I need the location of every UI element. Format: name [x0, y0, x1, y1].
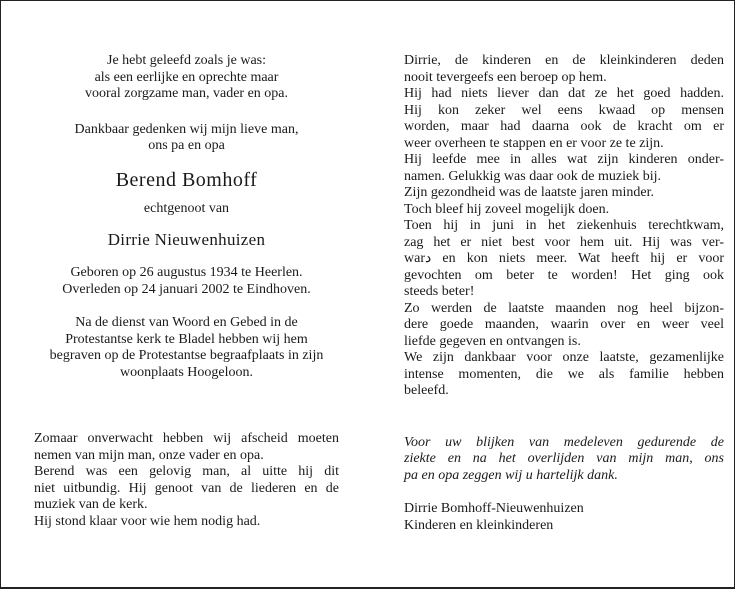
right-column: [404, 53, 724, 534]
deceased-name: Berend Bomhoff: [115, 168, 258, 191]
burial-line: woonplaats Hoogeloon.: [120, 364, 253, 380]
burial-text: [34, 315, 339, 381]
poem-line: vooral zorgzame man, vader en opa.: [84, 86, 289, 101]
poem: [34, 53, 339, 103]
thanks-line: Voor uw blijken van medeleven gedurende de: [404, 434, 724, 450]
burial-line: begraven op de Protestantse begraafplaats in zijn: [49, 348, 324, 363]
story-line: zag het er niet best voor hem uit. Hij was ver-: [404, 234, 724, 250]
story-line: Zomaar onverwacht hebben wij afscheid moeten: [34, 431, 339, 446]
gratitude-line: Dankbaar gedenken wij mijn lieve man,: [74, 121, 299, 137]
burial-line: Protestantse kerk te Bladel hebben wij hem: [65, 331, 308, 347]
birth-date: Geboren op 26 augustus 1934 te Heerlen.: [70, 265, 303, 280]
story-line: Toch bleef hij zoveel mogelijk doen.: [404, 201, 610, 217]
story-line: dere goede maanden, waarin over en weer veel: [404, 317, 724, 332]
burial-line: Na de dienst van Woord en Gebed in de: [75, 315, 298, 330]
death-date: Overleden op 24 januari 2002 te Eindhoven.: [62, 281, 311, 297]
story-line: intense momenten, die we als familie hebben: [404, 366, 724, 382]
story-line: worden, maar had daarna ook de kracht om er: [404, 119, 724, 134]
gratitude-line: ons pa en opa: [148, 138, 225, 153]
life-dates: [34, 265, 339, 298]
poem-line: als een eerlijke en oprechte maar: [94, 69, 279, 85]
left-column: [34, 53, 339, 530]
story-line: muziek van de kerk.: [34, 497, 148, 512]
signature: [404, 501, 724, 534]
story-line: We zijn dankbaar voor onze laatste, gezamenlijke: [404, 350, 724, 365]
signature-line: Kinderen en kleinkinderen: [404, 517, 554, 533]
story-line: weer overheen te stappen en er voor ze te zijn.: [404, 135, 664, 151]
story-right: [404, 53, 724, 400]
spouse-name: Dirrie Nieuwenhuizen: [107, 230, 266, 249]
story-line: Berend was een gelovig man, al uitte hij dit: [34, 464, 339, 479]
story-line: Zo werden de laatste maanden nog heel bijzon-: [404, 300, 724, 316]
thanks-line: pa en opa zeggen wij u hartelijk dank.: [404, 467, 618, 483]
story-line: steeds beter!: [404, 284, 475, 299]
thanks-line: ziekte en na het overlijden van mijn man, ons: [404, 451, 724, 466]
story-line: Hij stond klaar voor wie hem nodig had.: [34, 513, 261, 529]
story-left: [34, 431, 339, 530]
story-line: liefde gegeven en ontvangen is.: [404, 333, 581, 349]
story-line: gevochten om beter te worden! Het ging ook: [404, 267, 724, 283]
story-line: namen. Gelukkig was daar ook de muziek bij.: [404, 168, 661, 184]
story-line: Dirrie, de kinderen en de kleinkinderen deden: [404, 53, 724, 68]
story-line: niet uitbundig. Hij genoot van de liederen en de: [34, 480, 339, 496]
story-line: beleefd.: [404, 383, 449, 398]
poem-line: Je hebt geleefd zoals je was:: [107, 53, 266, 68]
signature-line: Dirrie Bomhoff-Nieuwenhuizen: [404, 501, 584, 516]
story-line: Zijn gezondheid was de laatste jaren minder.: [404, 185, 654, 200]
story-line: Hij leefde mee in alles wat zijn kinderen onder-: [404, 152, 724, 167]
gratitude-text: [34, 122, 339, 155]
story-line: Toen hij in juni in het ziekenhuis terechtkwam,: [404, 218, 724, 233]
story-line: Hij had niets liever dan dat ze het goed hadden.: [404, 86, 724, 101]
story-line: Hij kon zeker wel eens kwaad op mensen: [404, 102, 724, 118]
thanks-text: [404, 435, 724, 485]
story-line: nemen van mijn man, onze vader en opa.: [34, 447, 264, 463]
spouse-label: echtgenoot van: [143, 200, 230, 216]
story-line: nooit tevergeefs een beroep op hem.: [404, 69, 607, 85]
story-line: warد en kon niets meer. Wat heeft hij er voor: [404, 251, 724, 266]
